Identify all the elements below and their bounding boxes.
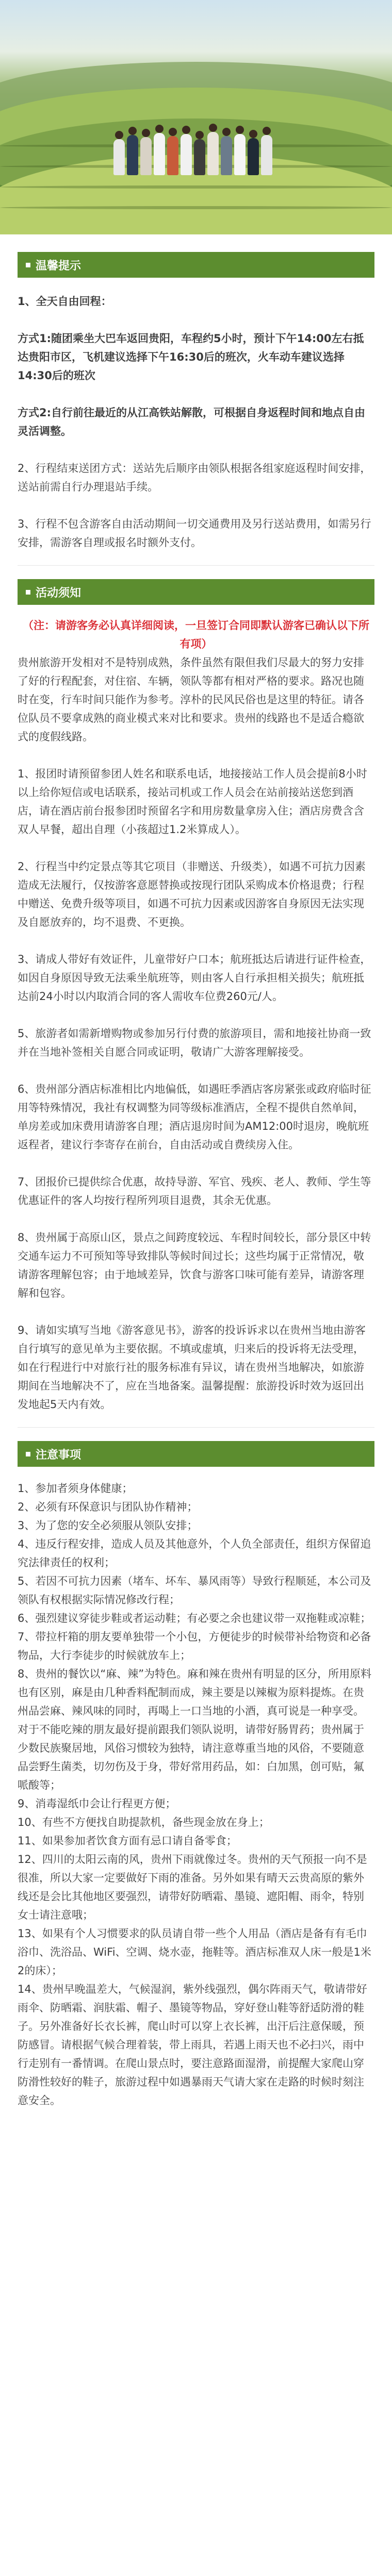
attention-item: 1、参加者须身体健康； xyxy=(18,1482,133,1495)
notice-item: 2、行程当中约定景点等其它项目（非赠送、升级类），如遇不可抗力因素造成无法履行，仅按游客意愿替换或按现行团队采购成本价格退费；行程中赠送、免费升级等项目，如遇不可抗力因素或因游客自身原因无法实现及自愿放弃的，均不退费、不更换。 xyxy=(18,860,366,928)
notice-item: 1、报团时请预留参团人姓名和联系电话，地接接站工作人员会提前8小时以上给你短信或电话联系，接站司机或工作人员会在站前接站送您到酒店，请在酒店前台报参团时预留名字和用房数量拿房入住；酒店房费含含双人早餐，超出自理（小孩超过1.2米算成人）。 xyxy=(18,768,367,836)
attention-item: 5、若因不可抗力因素（堵车、坏车、暴风雨等）导致行程顺延，本公司及领队有权根据实际情况修改行程； xyxy=(18,1575,371,1606)
notice-item: 7、团报价已提供综合优惠，故持导游、军官、残疾、老人、教师、学生等优惠证件的客人均按行程所列项目退费，其余无优惠。 xyxy=(18,1176,371,1207)
notice-item: 8、贵州属于高原山区，景点之间跨度较远、车程时间较长，部分景区中转交通车运力不可预知等导致排队等候时间过长；这些均属于正常情况，敬请游客理解包容；由于地域差异，饮食与游客口味可能有差异，请游客理解和包容。 xyxy=(18,1231,371,1299)
divider xyxy=(18,1427,374,1428)
attention-item: 2、必须有环保意识与团队协作精神； xyxy=(18,1501,198,1513)
attention-item: 4、违反行程安排，造成人员及其他意外，个人负全部责任，组织方保留追究法律责任的权利； xyxy=(18,1538,371,1569)
attention-item: 11、如果参加者饮食方面有忌口请自备零食； xyxy=(18,1835,237,1847)
attention-header xyxy=(18,1441,374,1467)
reminder-section xyxy=(0,278,392,552)
attention-item: 3、为了您的安全必须服从领队安排； xyxy=(18,1519,198,1532)
notice-item: 5、旅游者如需新增购物或参加另行付费的旅游项目，需和地接社协商一致并在当地补签相关自愿合同或证明，敬请广大游客理解接受。 xyxy=(18,1027,371,1058)
reminder-p1-a: 方式1:随团乘坐大巴车返回贵阳，车程约5小时，预计下午14:00左右抵达贵阳市区，飞机建议选择下午16:30后的班次，火车动车建议选择14:30后的班次 xyxy=(18,332,364,382)
notice-header xyxy=(18,579,374,605)
hero-photo xyxy=(0,0,392,234)
reminder-title: 温馨提示 xyxy=(36,259,81,273)
attention-section xyxy=(0,1467,392,2110)
attention-item: 12、四川的太阳云南的风，贵州下雨就像过冬。贵州的天气预报一向不是很准，所以大家一定要做好下雨的准备。另外如果有晴天云贵高原的紫外线还是会比其他地区要强烈，请带好防晒霜、墨镜、遮阳帽、雨伞，特别女士请注意哦； xyxy=(18,1853,367,1921)
notice-section xyxy=(0,605,392,1414)
divider xyxy=(18,565,374,566)
attention-item: 6、强烈建议穿徒步鞋或者运动鞋；有必要之余也建议带一双拖鞋或凉鞋； xyxy=(18,1612,371,1624)
attention-item: 8、贵州的餐饮以“麻、辣”为特色。麻和辣在贵州有明显的区分，所用原料也有区别，麻是由几种香料配制而成，辣主要是以辣椒为原料提炼。在贵州品尝麻、辣风味的同时，再喝上一口当地的小酒，真可说是一种享受。对于不能吃辣的朋友最好提前跟我们领队说明，请带好肠胃药；贵州属于少数民族聚居地，风俗习惯较为独特，请注意尊重当地的风俗，不要随意品尝野生菌类，切勿伤及于身，带好常用药品，如：白加黑，创可贴，氟哌酸等； xyxy=(18,1668,372,1791)
group-people xyxy=(113,108,284,175)
attention-title: 注意事项 xyxy=(36,1448,81,1462)
reminder-p1-title: 1、全天自由回程： xyxy=(18,295,112,308)
notice-item: 9、请如实填写当地《游客意见书》，游客的投诉诉求以在贵州当地由游客自行填写的意见单为主要依据。不填或虚填，归来后的投诉将无法受理，如在行程进行中对旅行社的服务标准有异议，请在贵州当地解决，如旅游期间在当地解决不了，应在当地备案。温馨提醒：旅游投诉时效为返回出发地起5天内有效。 xyxy=(18,1324,366,1411)
notice-warning: （注：请游客务必认真详细阅读，一旦签订合同即默认游客已确认以下所有项） xyxy=(23,619,369,650)
attention-item: 14、贵州早晚温差大，气候湿润，紫外线强烈，偶尔阵雨天气，敬请带好雨伞、防晒霜、润肤霜、帽子、墨镜等物品，穿好登山鞋等舒适防滑的鞋子。另外准备好长衣长裤，爬山时可以穿上衣长裤，出汗后注意保暖，预防感冒。请根据气候合理着装，带上雨具，若遇上雨天也不必扫兴，雨中行走别有一番情调。在爬山景点时，要注意路面湿滑，前提醒大家爬山穿防滑性较好的鞋子，旅游过程中如遇暴雨天气请大家在走路的时候时刻注意安全。 xyxy=(18,1983,367,2107)
notice-item: 6、贵州部分酒店标准相比内地偏低，如遇旺季酒店客房紧张或政府临时征用等特殊情况，我社有权调整为同等级标准酒店，全程不提供自然单间，单房差或加床费用请游客自理；酒店退房时间为AM12:00时退房，晚航班返程者，建议行李寄存在前台，自由活动或自费续房入住。 xyxy=(18,1083,371,1151)
attention-item: 13、如果有个人习惯要求的队员请自带一些个人用品（酒店是备有有毛巾浴巾、洗浴品、WiFi、空调、烧水壶，拖鞋等。酒店标准双人床一般是1米2的床）； xyxy=(18,1927,371,1977)
attention-item: 7、带拉杆箱的朋友要单独带一个小包，方便徒步的时候带补给物资和必备物品，大行李徒步的时候就放车上； xyxy=(18,1631,371,1662)
notice-intro: 贵州旅游开发相对不是特别成熟，条件虽然有限但我们尽最大的努力安排了好的行程配套，对住宿、车辆，领队等都有相对严格的要求。路况也随时在变，行车时间只能作为参考。淳朴的民风民俗也是这里的特征。请各位队员不要拿成熟的商业模式来对比和要求。贵州的线路也不是适合瘾欲式的度假线路。 xyxy=(18,656,364,743)
notice-title: 活动须知 xyxy=(36,586,81,600)
notice-item: 3、请成人带好有效证件，儿童带好户口本；航班抵达后请进行证件检查，如因自身原因导致无法乘坐航班等，则由客人自行承担相关损失；航班抵达前24小时以内取消合同的客人需收车位费260元/人。 xyxy=(18,953,371,1003)
reminder-p3: 3、行程不包含游客自由活动期间一切交通费用及另行送站费用，如需另行安排，需游客自理或报名时额外支付。 xyxy=(18,518,371,549)
attention-item: 10、有些不方便找自助提款机，备些现金放在身上； xyxy=(18,1816,270,1828)
reminder-p1-b: 方式2:自行前往最近的从江高铁站解散，可根据自身返程时间和地点自由灵活调整。 xyxy=(18,406,366,437)
reminder-header xyxy=(18,252,374,278)
reminder-p2: 2、行程结束送团方式：送站先后顺序由领队根据各组家庭返程时间安排，送站前需自行办理退站手续。 xyxy=(18,462,371,493)
attention-item: 9、消毒湿纸巾会让行程更方便； xyxy=(18,1798,176,1810)
